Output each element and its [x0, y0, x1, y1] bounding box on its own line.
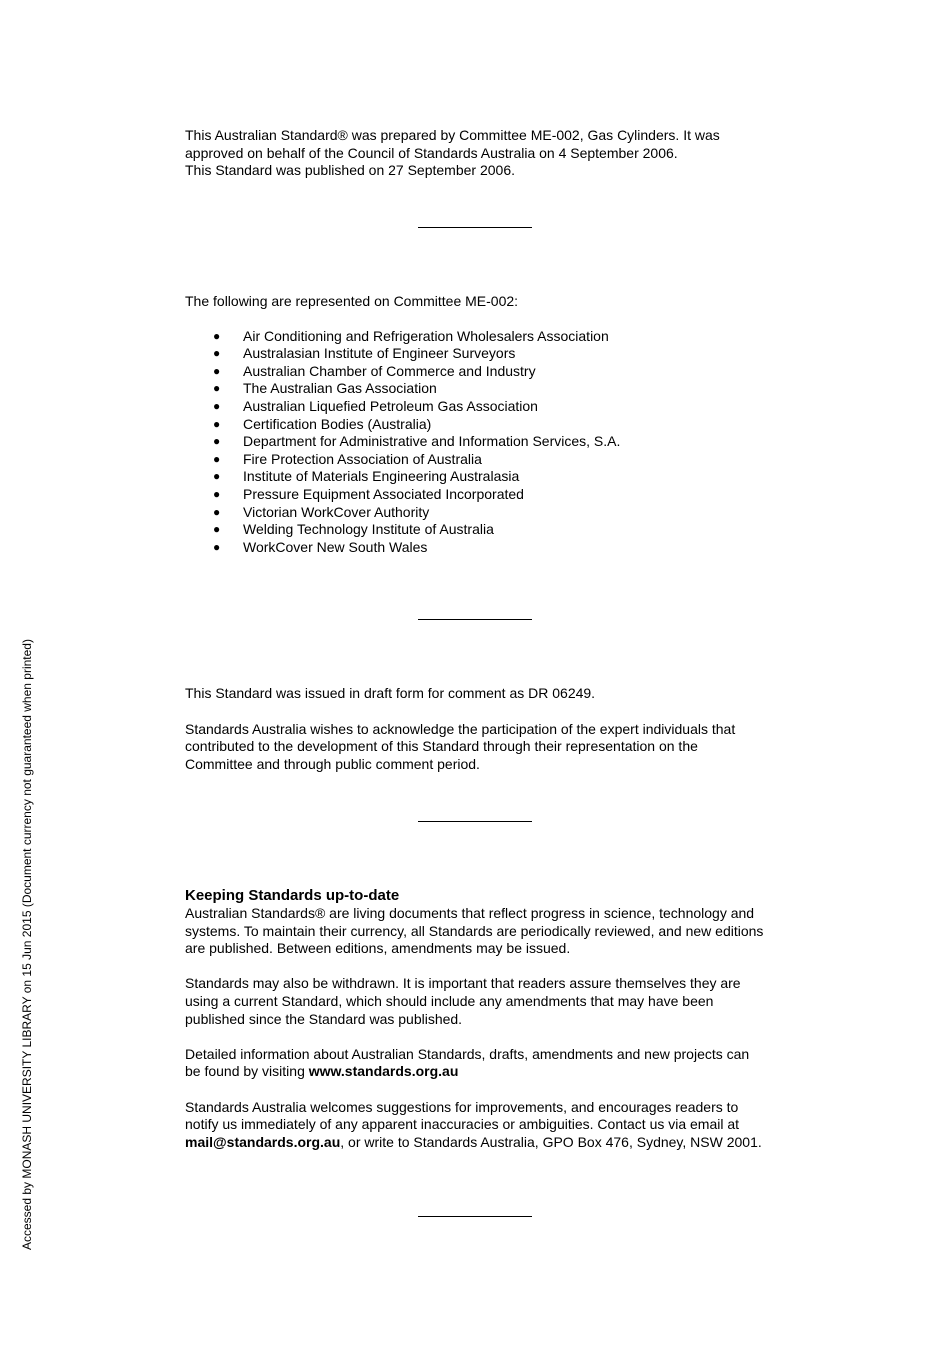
list-item	[185, 521, 775, 539]
section-divider	[418, 227, 532, 228]
section-divider	[418, 1216, 532, 1217]
committee-members-list	[185, 328, 775, 557]
list-item	[185, 539, 775, 557]
list-item	[185, 416, 775, 434]
keeping-up-to-date-section	[185, 887, 775, 1151]
bullet-icon: ●	[213, 434, 221, 449]
member-name: Department for Administrative and Information Services, S.A.	[243, 433, 621, 450]
list-item	[185, 398, 775, 416]
member-name: WorkCover New South Wales	[243, 538, 428, 555]
bullet-icon: ●	[213, 363, 221, 378]
website-link[interactable]: www.standards.org.au	[308, 1063, 459, 1080]
list-item	[185, 433, 775, 451]
member-name: Australian Liquefied Petroleum Gas Association	[243, 397, 538, 414]
list-item	[185, 380, 775, 398]
member-name: Fire Protection Association of Australia	[243, 450, 482, 467]
section-heading: Keeping Standards up-to-date	[185, 887, 400, 904]
committee-section	[185, 293, 775, 556]
bullet-icon: ●	[213, 522, 221, 537]
bullet-icon: ●	[213, 539, 221, 554]
list-item	[185, 345, 775, 363]
paragraph-1-line-3: are published. Between editions, amendments may be issued.	[185, 940, 571, 957]
paragraph-2-line-3: published since the Standard was published.	[185, 1010, 463, 1027]
committee-intro: The following are represented on Committee ME-002:	[185, 293, 519, 309]
acknowledgement-line-3: Committee and through public comment period.	[185, 755, 480, 772]
intro-line-3: This Standard was published on 27 September 2006.	[185, 162, 515, 179]
paragraph-1-line-2: systems. To maintain their currency, all Standards are periodically reviewed, and new editions	[185, 922, 764, 939]
member-name: Air Conditioning and Refrigeration Wholesalers Association	[243, 327, 609, 344]
bullet-icon: ●	[213, 328, 221, 343]
paragraph-3-line-2	[185, 1063, 775, 1081]
bullet-icon: ●	[213, 469, 221, 484]
bullet-icon: ●	[213, 504, 221, 519]
member-name: Institute of Materials Engineering Australasia	[243, 468, 520, 485]
acknowledgement-line-1: Standards Australia wishes to acknowledge the participation of the expert individuals that	[185, 720, 736, 737]
bullet-icon: ●	[213, 486, 221, 501]
member-name: Certification Bodies (Australia)	[243, 415, 432, 432]
list-item	[185, 504, 775, 522]
paragraph-2-line-1: Standards may also be withdrawn. It is important that readers assure themselves they are	[185, 975, 741, 992]
list-item	[185, 328, 775, 346]
paragraph-4-line-1: Standards Australia welcomes suggestions for improvements, and encourages readers to	[185, 1098, 739, 1115]
access-side-note: Accessed by MONASH UNIVERSITY LIBRARY on 15 Jun 2015 (Document currency not guaranteed when printed)	[20, 639, 34, 1250]
paragraph-3-line-1: Detailed information about Australian Standards, drafts, amendments and new projects can	[185, 1045, 750, 1062]
paragraph-4-line-3	[185, 1134, 775, 1152]
member-name: Australasian Institute of Engineer Surveyors	[243, 345, 516, 362]
bullet-icon: ●	[213, 398, 221, 413]
intro-section	[185, 127, 775, 180]
address-suffix: , or write to Standards Australia, GPO Box 476, Sydney, NSW 2001.	[340, 1133, 762, 1150]
member-name: Australian Chamber of Commerce and Industry	[243, 362, 536, 379]
draft-issued: This Standard was issued in draft form for comment as DR 06249.	[185, 685, 596, 701]
list-item	[185, 468, 775, 486]
email-link[interactable]: mail@standards.org.au	[185, 1133, 341, 1150]
bullet-icon: ●	[213, 381, 221, 396]
draft-section	[185, 685, 775, 773]
member-name: Victorian WorkCover Authority	[243, 503, 430, 520]
paragraph-2-line-2: using a current Standard, which should include any amendments that may have been	[185, 992, 714, 1009]
bullet-icon: ●	[213, 416, 221, 431]
section-divider	[418, 821, 532, 822]
visit-prefix: be found by visiting	[185, 1063, 309, 1080]
paragraph-4-line-2: notify us immediately of any apparent inaccuracies or ambiguities. Contact us via email at	[185, 1116, 740, 1133]
list-item	[185, 486, 775, 504]
member-name: The Australian Gas Association	[243, 380, 437, 397]
bullet-icon: ●	[213, 346, 221, 361]
section-divider	[418, 619, 532, 620]
intro-line-2: approved on behalf of the Council of Standards Australia on 4 September 2006.	[185, 144, 678, 161]
acknowledgement-line-2: contributed to the development of this Standard through their representation on the	[185, 738, 698, 755]
list-item	[185, 451, 775, 469]
list-item	[185, 363, 775, 381]
bullet-icon: ●	[213, 451, 221, 466]
intro-line-1: This Australian Standard® was prepared by Committee ME-002, Gas Cylinders. It was	[185, 127, 720, 143]
member-name: Welding Technology Institute of Australia	[243, 521, 494, 538]
paragraph-1-line-1: Australian Standards® are living documents that reflect progress in science, technology and	[185, 905, 755, 921]
member-name: Pressure Equipment Associated Incorporated	[243, 485, 524, 502]
